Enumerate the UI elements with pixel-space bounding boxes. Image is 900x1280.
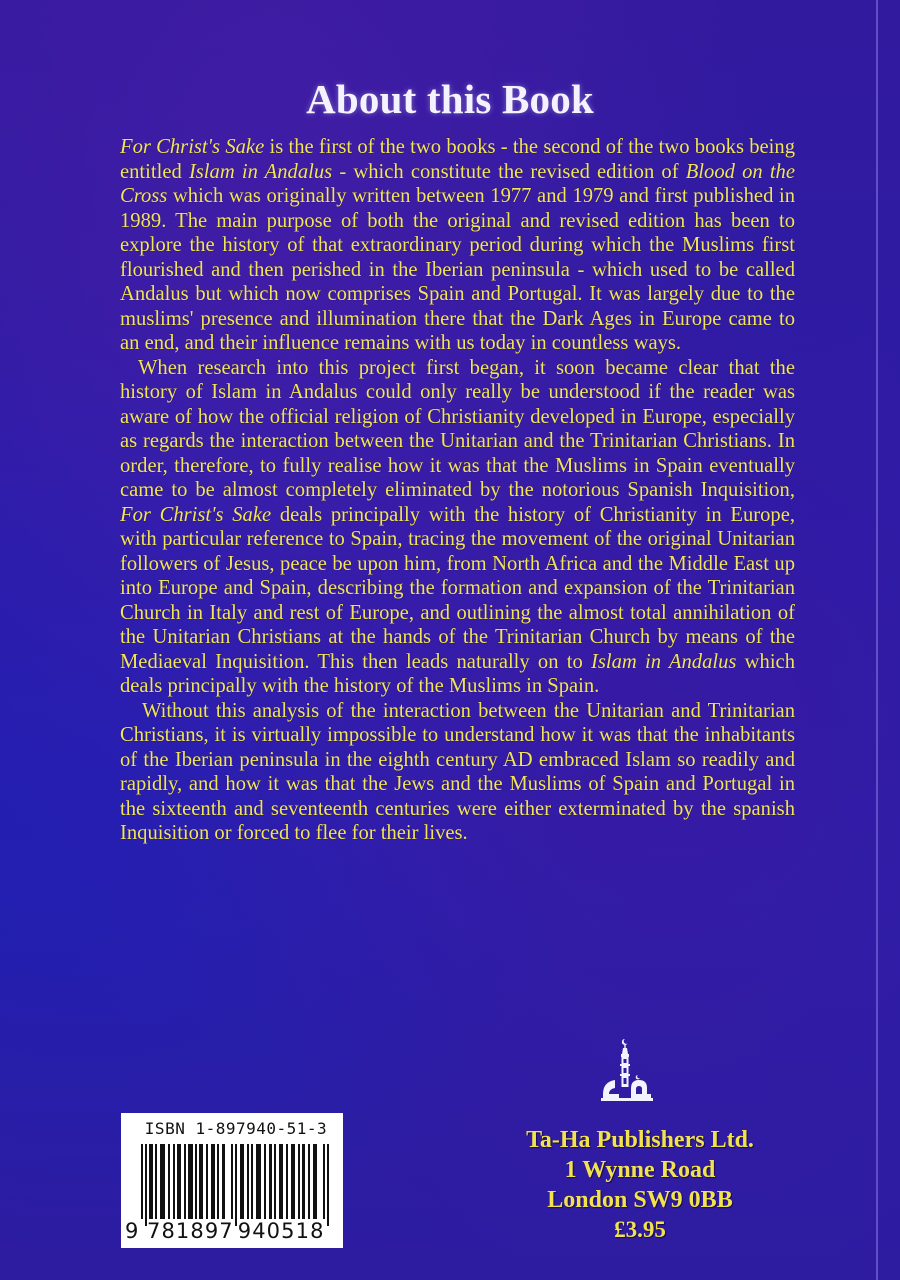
barcode-bars-icon (141, 1144, 331, 1226)
mosque-minaret-logo-icon (595, 1038, 655, 1102)
price: £3.95 (614, 1217, 666, 1242)
publisher-name: Ta-Ha Publishers Ltd. (526, 1127, 754, 1153)
blurb-paragraph-2: When research into this project first began, it soon became clear that the history of Islam in Andalus could only really be understood if the reader was aware of how the official religion of Christianity developed in Europe, especially as regards the interaction between the Unitarian and the Trinitarian Christians. In order, therefore, to fully realise how it was that the Muslims in Spain eventually came to be almost completely eliminated by the notorious Spanish Inquisition, For Christ's Sake deals principally with the history of Christianity in Europe, with particular reference to Spain, tracing the movement of the original Unitarian followers of Jesus, peace be upon him, from North Africa and the Middle East up into Europe and Spain, describing the formation and expansion of the Trinitarian Church in Italy and rest of Europe, and outlining the almost total annihilation of the Unitarian Christians at the hands of the Trinitarian Church by means of the Mediaeval Inquisition. This then leads naturally on to Islam in Andalus which deals principally with the history of the Muslims in Spain. (120, 356, 795, 697)
book-title-italic: Islam in Andalus (188, 160, 333, 183)
blurb-text (120, 135, 795, 846)
book-title-italic: For Christ's Sake (120, 503, 272, 526)
publisher-info (470, 1125, 810, 1245)
blurb-paragraph-1: For Christ's Sake is the first of the two books - the second of the two books being entitled Islam in Andalus - which constitute the revised edition of Blood on the Cross which was originally written between 1977 and 1979 and first published in 1989. The main purpose of both the original and revised edition has been to explore the history of that extraordinary period during which the Muslims first flourished and then perished in the Iberian peninsula - which used to be called Andalus but which now comprises Spain and Portugal. It was largely due to the muslims' presence and illumination there that the Dark Ages in Europe came to an end, and their influence remains with us today in countless ways. (120, 136, 795, 354)
book-title-italic: For Christ's Sake (120, 136, 265, 158)
blurb-paragraph-3: Without this analysis of the interaction between the Unitarian and Trinitarian Christians, it is virtually impossible to understand how it was that the inhabitants of the Iberian peninsula in the eighth century AD embraced Islam so readily and rapidly, and how it was that the Jews and the Muslims of Spain and Portugal in the sixteenth and seventeenth centuries were either exterminated by the spanish Inquisition or forced to flee for their lives. (120, 699, 795, 844)
page-title: About this Book (306, 76, 594, 123)
isbn-barcode (121, 1113, 343, 1248)
barcode-digits: 9 781897 940518 (125, 1219, 325, 1243)
publisher-address-line2: London SW9 0BB (547, 1187, 733, 1213)
publisher-address-line1: 1 Wynne Road (564, 1157, 716, 1183)
book-title-italic: Islam in Andalus (591, 650, 737, 673)
book-title-italic: Blood on the Cross (120, 160, 795, 207)
isbn-label: ISBN 1-897940-51-3 (144, 1119, 328, 1138)
spine-edge-line (876, 0, 878, 1280)
